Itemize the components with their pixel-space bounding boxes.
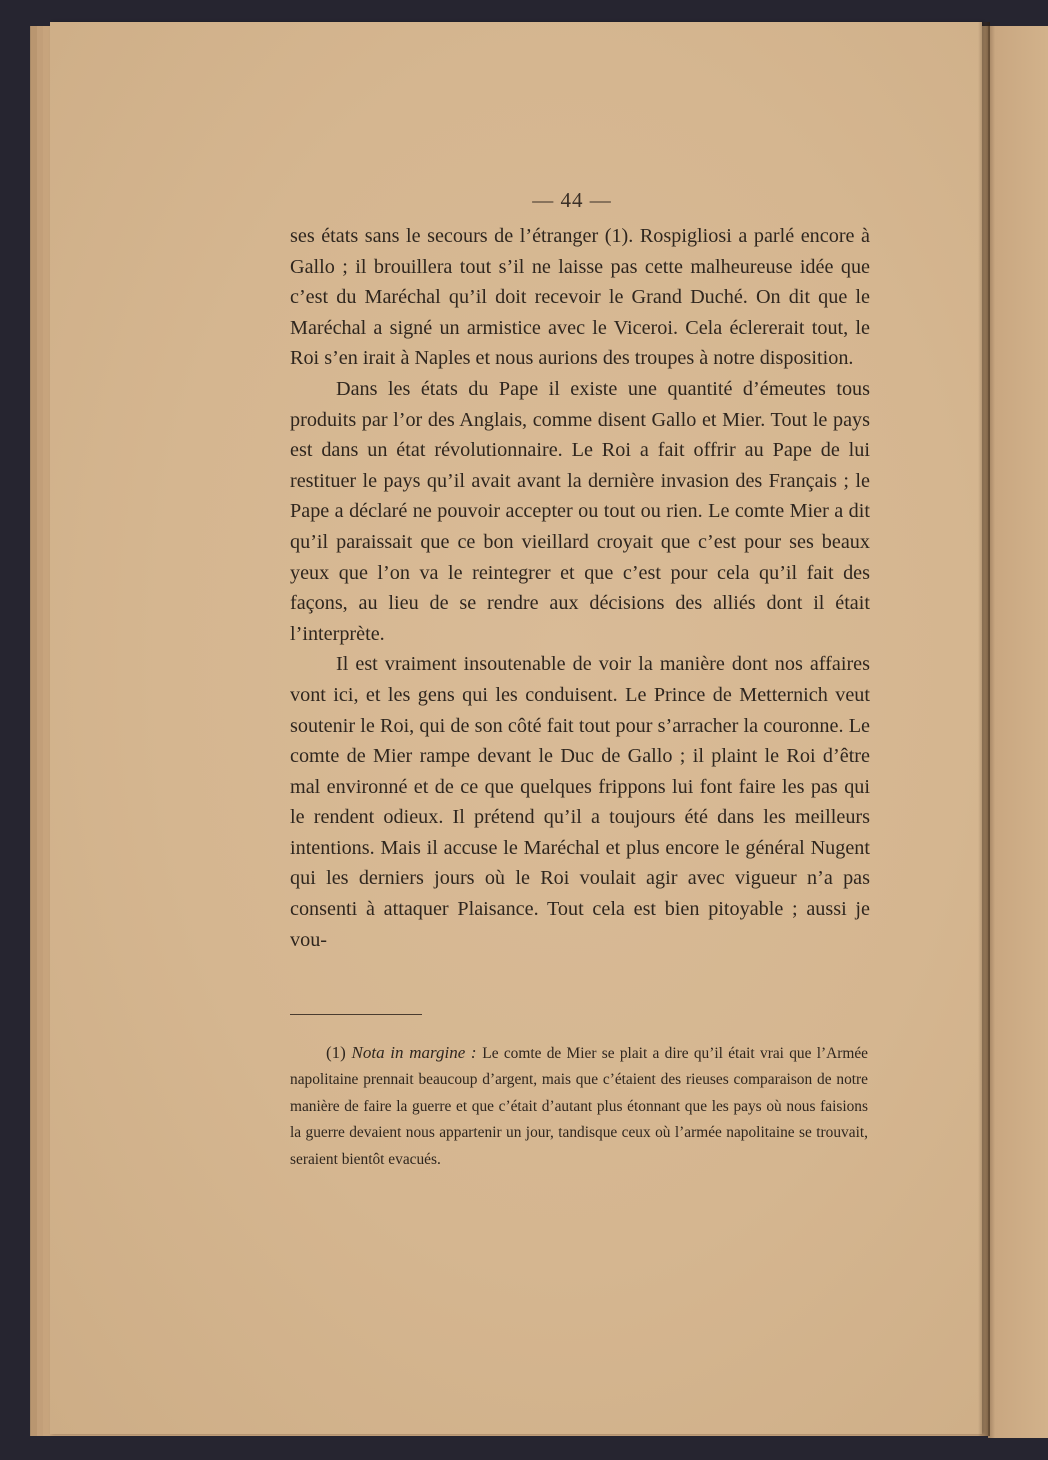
footnote-text: Le comte de Mier se plait a dire qu’il était vrai que l’Armée napolitaine prennait beaucoup d’argent, mais que c’étaient des rieuses comparaison de notre manière de faire la guerre et que c’était d’autant plus étonnant que les pays où nous faisions la guerre devaient nous appartenir un jour, tandisque ceux où l’armée napolitaine se trouvait, seraient bientôt evacués. (290, 1045, 869, 1168)
paragraph: Il est vraiment insoutenable de voir la manière dont nos affaires vont ici, et les gens qui les conduisent. Le Prince de Metternich veut soutenir le Roi, qui de son côté fait tout pour s’arracher la couronne. Le comte de Mier rampe devant le Duc de Gallo ; il plaint le Roi d’être mal environné et de ce que quelques frippons lui font faire les pas qui le rendent odieux. Il prétend qu’il a toujours été dans les meilleurs intentions. Mais il accuse le Maréchal et plus encore le général Nugent qui les derniers jours où le Roi voulait agir avec vigueur n’a pas consenti à attaquer Plaisance. Tout cela est bien pitoyable ; aussi je vou- (290, 653, 870, 951)
footnote-divider (290, 1014, 422, 1015)
paragraph: Dans les états du Pape il existe une quantité d’émeutes tous produits par l’or des Anglais, comme disent Gallo et Mier. Tout le pays est dans un état révolutionnaire. Le Roi a fait offrir au Pape de lui restituer le pays qu’il avait avant la dernière invasion des Français ; le Pape a déclaré ne pouvoir accepter ou tout ou rien. Le comte Mier a dit qu’il paraissait que ce bon vieillard croyait que c’est pour ses beaux yeux que l’on va le reintegrer et que c’est pour cela qu’il fait des façons, au lieu de se rendre aux décisions des alliés dont il était l’interprète. (290, 377, 870, 645)
book-gutter (978, 22, 990, 1436)
page-number: — 44 — (532, 188, 612, 212)
footnote (290, 1040, 868, 1173)
footnote-marker: (1) (326, 1043, 352, 1062)
facing-page-edge (988, 26, 1048, 1438)
footnote-label: Nota in margine : (351, 1043, 483, 1062)
paragraph: ses états sans le secours de l’étranger (1). Rospigliosi a parlé encore à Gallo ; il brouillera tout s’il ne laisse pas cette malheureuse idée que c’est du Maréchal qu’il doit recevoir le Grand Duché. On dit que le Maréchal a signé un armistice avec le Viceroi. Cela éclererait tout, le Roi s’en irait à Naples et nous aurions des troupes à notre disposition. (290, 225, 870, 370)
main-text (290, 221, 870, 955)
